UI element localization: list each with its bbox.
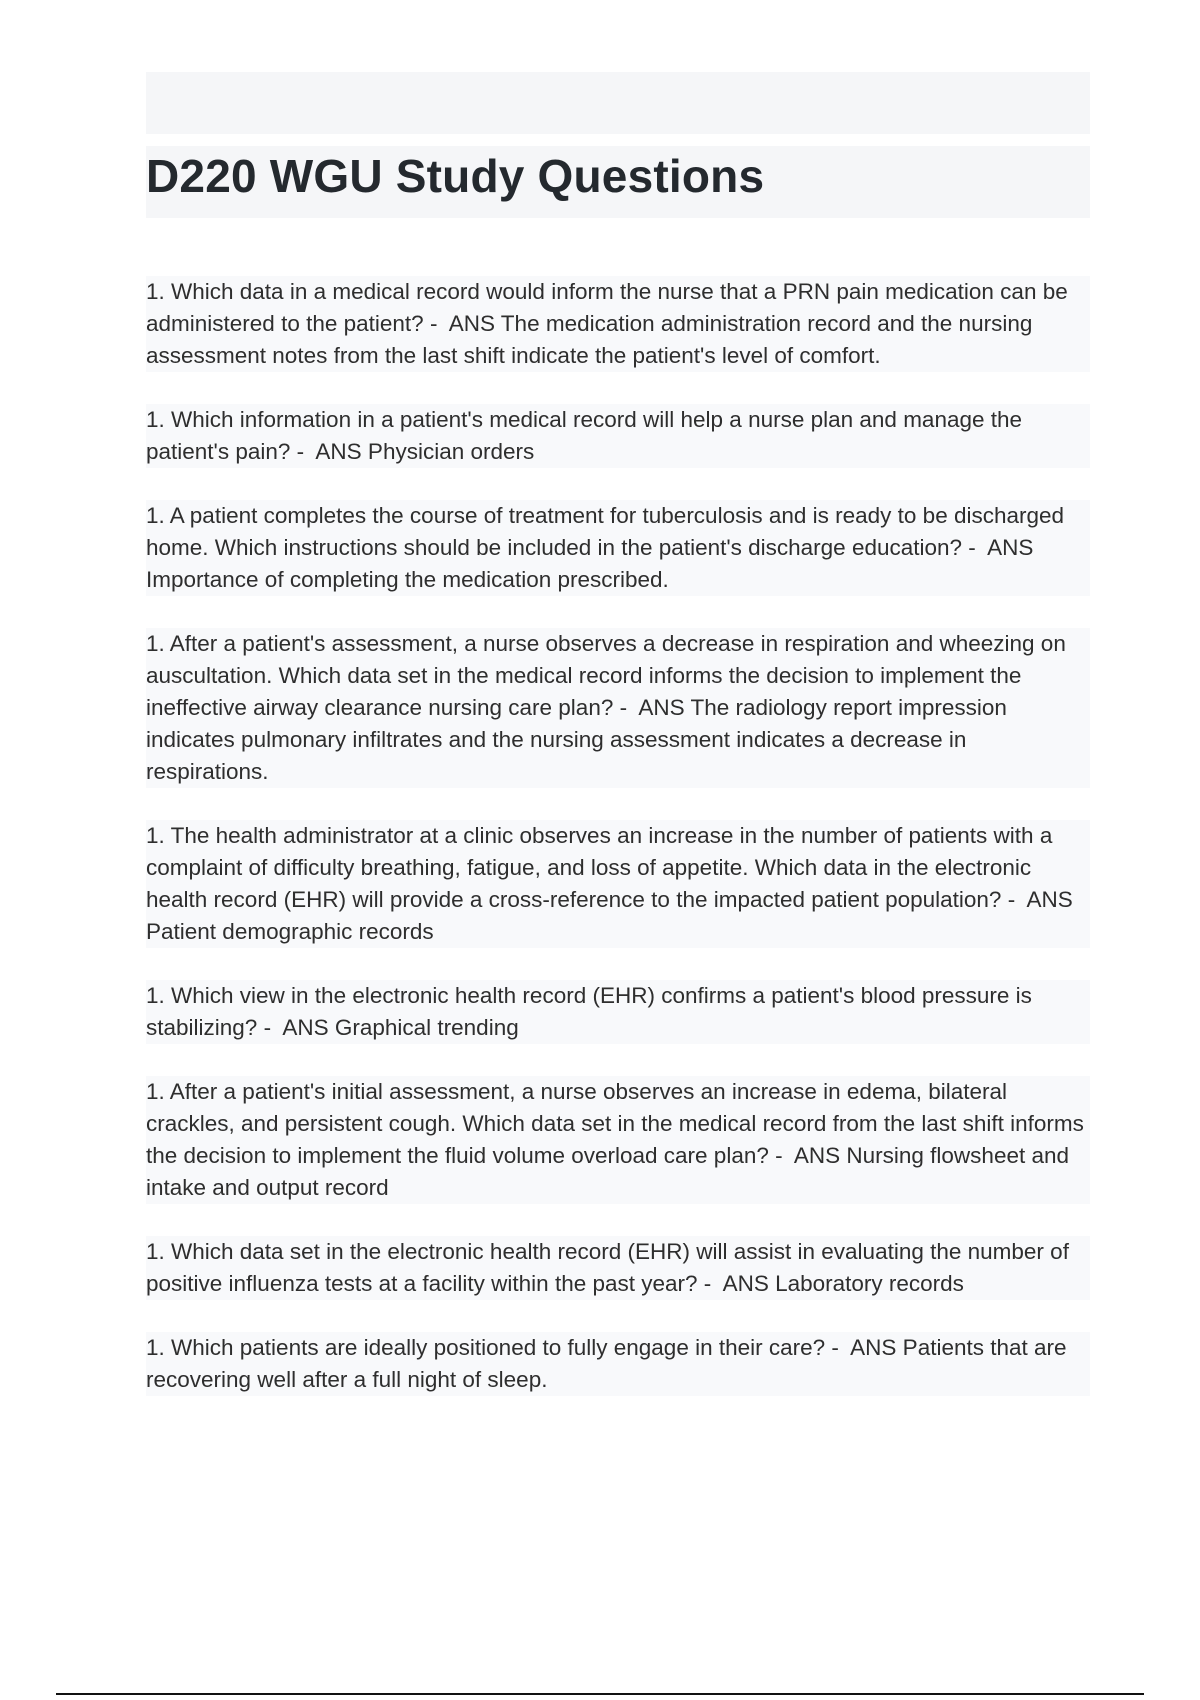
- answer-text: ANS Patient demographic records: [146, 887, 1073, 944]
- qa-separator: -: [290, 439, 316, 464]
- answer-text: ANS The medication administration record and the nursing assessment notes from the last shift indicate the patient's level of comfort.: [146, 311, 1033, 368]
- question-text: 1. After a patient's assessment, a nurse observes a decrease in respiration and wheezing on auscultation. Which data set in the medical record informs the decision to implement the ineffective airway clearance nursing care plan?: [146, 631, 1066, 720]
- qa-item: [146, 820, 1090, 948]
- qa-separator: -: [768, 1143, 794, 1168]
- qa-item: [146, 404, 1090, 468]
- qa-item: [146, 500, 1090, 596]
- document-title: D220 WGU Study Questions: [146, 150, 765, 202]
- qa-separator: -: [962, 535, 988, 560]
- qa-separator: -: [1001, 887, 1027, 912]
- answer-text: ANS Physician orders: [315, 439, 535, 464]
- qa-item: [146, 980, 1090, 1044]
- answer-text: ANS The radiology report impression indicates pulmonary infiltrates and the nursing assessment indicates a decrease in respirations.: [146, 695, 1007, 784]
- header-band: [146, 72, 1090, 134]
- qa-item: [146, 1076, 1090, 1204]
- question-text: 1. Which information in a patient's medical record will help a nurse plan and manage the patient's pain?: [146, 407, 1023, 464]
- answer-text: ANS Laboratory records: [722, 1271, 964, 1296]
- question-text: 1. A patient completes the course of treatment for tuberculosis and is ready to be discharged home. Which instructions should be included in the patient's discharge education?: [146, 503, 1065, 560]
- question-text: 1. Which patients are ideally positioned to fully engage in their care?: [146, 1335, 826, 1360]
- question-text: 1. Which view in the electronic health record (EHR) confirms a patient's blood pressure is stabilizing?: [146, 983, 1032, 1040]
- answer-text: ANS Importance of completing the medication prescribed.: [146, 535, 1034, 592]
- qa-separator: -: [423, 311, 449, 336]
- qa-item: [146, 628, 1090, 788]
- question-text: 1. Which data set in the electronic health record (EHR) will assist in evaluating the number of positive influenza tests at a facility within the past year?: [146, 1239, 1069, 1296]
- qa-separator: -: [613, 695, 639, 720]
- question-text: 1. After a patient's initial assessment, a nurse observes an increase in edema, bilateral crackles, and persistent cough. Which data set in the medical record from the last shift informs the decision to implement the fluid volume overload care plan?: [146, 1079, 1084, 1168]
- qa-item: [146, 276, 1090, 372]
- answer-text: ANS Patients that are recovering well after a full night of sleep.: [146, 1335, 1067, 1392]
- qa-separator: -: [257, 1015, 283, 1040]
- qa-list: [146, 276, 1090, 1428]
- question-text: 1. Which data in a medical record would inform the nurse that a PRN pain medication can be administered to the patient?: [146, 279, 1068, 336]
- answer-text: ANS Nursing flowsheet and intake and output record: [146, 1143, 1070, 1200]
- title-band: [146, 146, 1090, 218]
- qa-separator: -: [697, 1271, 723, 1296]
- question-text: 1. The health administrator at a clinic observes an increase in the number of patients with a complaint of difficulty breathing, fatigue, and loss of appetite. Which data in the electronic health record (EHR) will provide a cross-reference to the impacted patient population?: [146, 823, 1053, 912]
- footer-rule: [56, 1693, 1144, 1695]
- answer-text: ANS Graphical trending: [282, 1015, 519, 1040]
- qa-separator: -: [825, 1335, 851, 1360]
- qa-item: [146, 1332, 1090, 1396]
- qa-item: [146, 1236, 1090, 1300]
